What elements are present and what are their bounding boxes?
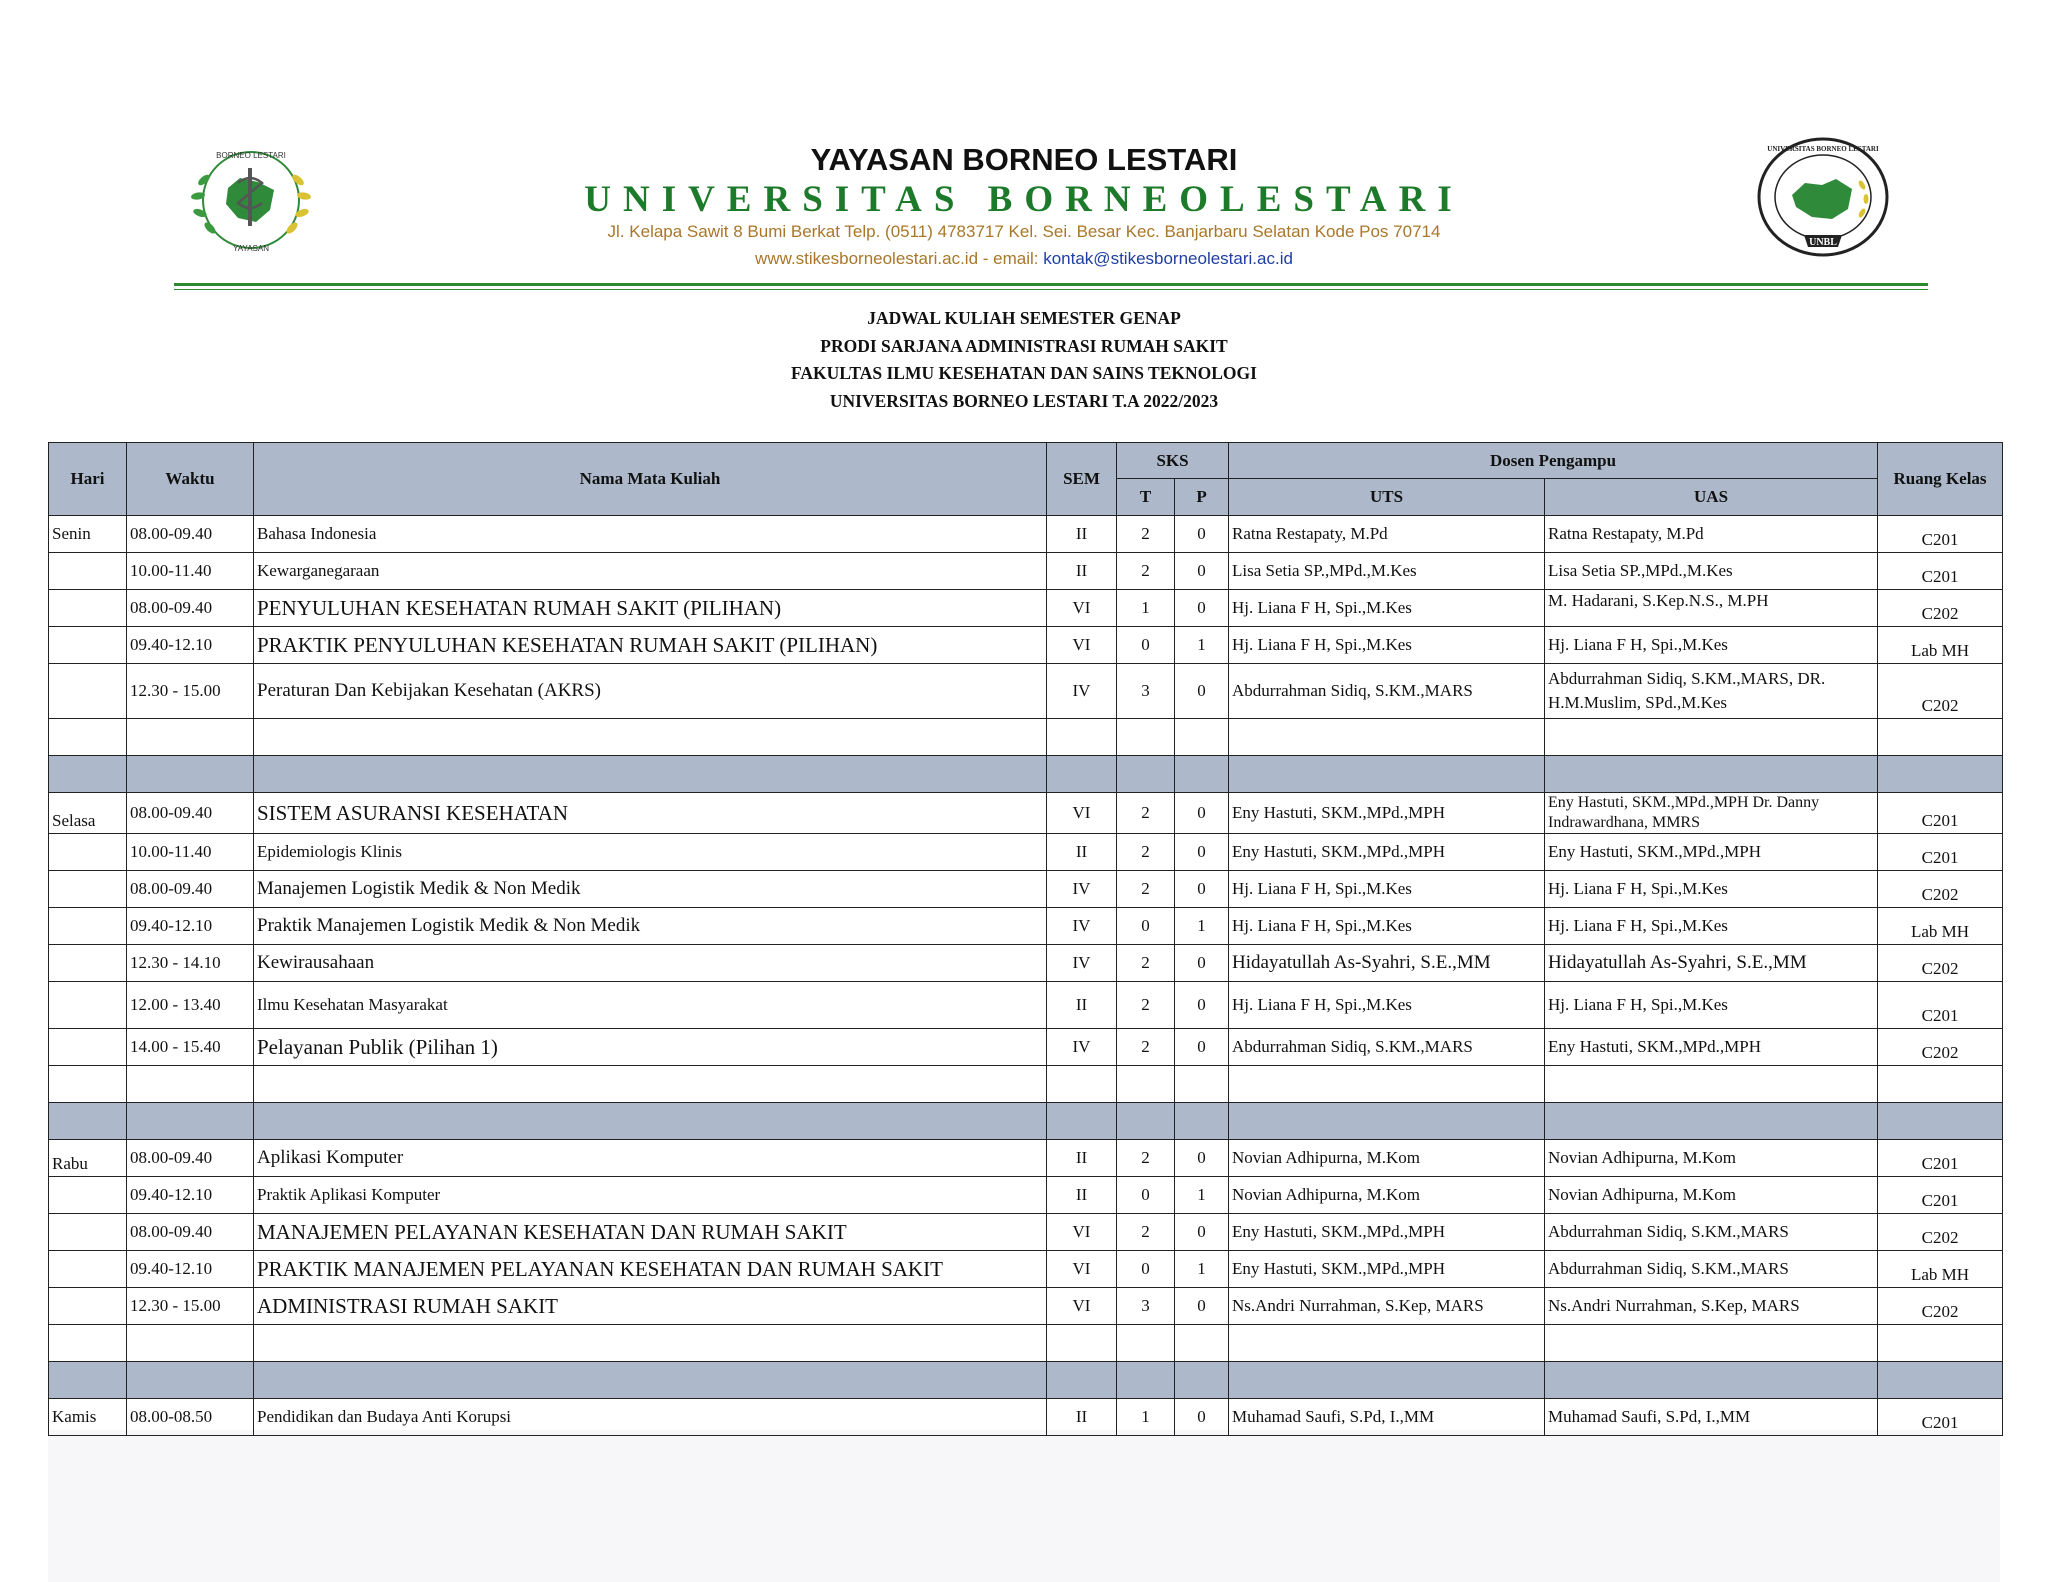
cell-hari: [49, 908, 127, 945]
cell-ruang: C202: [1878, 590, 2003, 627]
cell-t: 2: [1117, 553, 1175, 590]
title-line: PRODI SARJANA ADMINISTRASI RUMAH SAKIT: [820, 335, 1228, 356]
header-waktu: Waktu: [127, 443, 254, 516]
cell-sem: VI: [1047, 1251, 1117, 1288]
day-separator: [49, 1103, 2003, 1140]
cell-p: 1: [1175, 1251, 1229, 1288]
table-row-empty: [49, 1066, 2003, 1103]
cell-p: 0: [1175, 590, 1229, 627]
cell-sem: IV: [1047, 908, 1117, 945]
cell-hari: [49, 871, 127, 908]
cell-waktu: 12.30 - 15.00: [127, 1288, 254, 1325]
email-link[interactable]: kontak@stikesborneolestari.ac.id: [1043, 249, 1293, 268]
cell-ruang: C201: [1878, 1177, 2003, 1214]
table-row: [49, 1140, 2003, 1177]
cell-p: 1: [1175, 1177, 1229, 1214]
cell-t: 2: [1117, 1029, 1175, 1066]
header-hari: Hari: [49, 443, 127, 516]
cell-ruang: C201: [1878, 1399, 2003, 1436]
email-label: - email:: [978, 249, 1044, 268]
cell-t: 2: [1117, 871, 1175, 908]
cell-sem: IV: [1047, 871, 1117, 908]
cell-p: 0: [1175, 1399, 1229, 1436]
cell-ruang: C201: [1878, 553, 2003, 590]
cell-sem: II: [1047, 553, 1117, 590]
title-line: FAKULTAS ILMU KESEHATAN DAN SAINS TEKNOLOGI: [791, 363, 1257, 383]
cell-ruang: C202: [1878, 871, 2003, 908]
cell-uas: Ns.Andri Nurrahman, S.Kep, MARS: [1545, 1288, 1878, 1325]
cell-sem: VI: [1047, 1214, 1117, 1251]
unbl-logo: [1750, 135, 1896, 263]
cell-t: 2: [1117, 834, 1175, 871]
cell-p: 0: [1175, 1288, 1229, 1325]
cell-mata-kuliah: Pendidikan dan Budaya Anti Korupsi: [254, 1399, 1047, 1436]
cell-uts: Muhamad Saufi, S.Pd, I.,MM: [1229, 1399, 1545, 1436]
cell-mata-kuliah: PENYULUHAN KESEHATAN RUMAH SAKIT (PILIHAN): [254, 590, 1047, 627]
header-mata-kuliah: Nama Mata Kuliah: [254, 443, 1047, 516]
cell-mata-kuliah: Praktik Manajemen Logistik Medik & Non Medik: [254, 908, 1047, 945]
cell-ruang: C201: [1878, 516, 2003, 553]
cell-hari: [49, 627, 127, 664]
cell-p: 0: [1175, 553, 1229, 590]
table-row: [49, 834, 2003, 871]
table-row: [49, 590, 2003, 627]
cell-uts: Novian Adhipurna, M.Kom: [1229, 1177, 1545, 1214]
cell-t: 3: [1117, 664, 1175, 719]
table-row: [49, 1214, 2003, 1251]
cell-hari: Rabu: [49, 1140, 127, 1177]
cell-mata-kuliah: Praktik Aplikasi Komputer: [254, 1177, 1047, 1214]
cell-ruang: C201: [1878, 834, 2003, 871]
cell-mata-kuliah: Ilmu Kesehatan Masyarakat: [254, 982, 1047, 1029]
cell-uas: Eny Hastuti, SKM.,MPd.,MPH Dr. Danny Indrawardhana, MMRS: [1545, 793, 1878, 834]
table-row: [49, 945, 2003, 982]
cell-waktu: 12.30 - 15.00: [127, 664, 254, 719]
cell-mata-kuliah: ADMINISTRASI RUMAH SAKIT: [254, 1288, 1047, 1325]
table-row: [49, 553, 2003, 590]
cell-sem: VI: [1047, 590, 1117, 627]
address: Jl. Kelapa Sawit 8 Bumi Berkat Telp. (0511) 4783717 Kel. Sei. Besar Kec. Banjarbaru Selatan Kode Pos 70714: [607, 222, 1441, 241]
cell-waktu: 09.40-12.10: [127, 1177, 254, 1214]
cell-hari: [49, 1177, 127, 1214]
header-t: T: [1117, 479, 1175, 516]
cell-hari: [49, 1251, 127, 1288]
cell-waktu: 09.40-12.10: [127, 627, 254, 664]
cell-t: 2: [1117, 793, 1175, 834]
cell-waktu: 08.00-09.40: [127, 871, 254, 908]
cell-sem: II: [1047, 834, 1117, 871]
schedule-titles: [0, 305, 2048, 415]
table-row: [49, 627, 2003, 664]
cell-t: 2: [1117, 945, 1175, 982]
cell-uas: Eny Hastuti, SKM.,MPd.,MPH: [1545, 1029, 1878, 1066]
cell-hari: [49, 834, 127, 871]
cell-hari: Kamis: [49, 1399, 127, 1436]
table-row: [49, 664, 2003, 719]
cell-uas: Eny Hastuti, SKM.,MPd.,MPH: [1545, 834, 1878, 871]
cell-p: 0: [1175, 516, 1229, 553]
cell-sem: VI: [1047, 793, 1117, 834]
cell-ruang: C202: [1878, 1214, 2003, 1251]
logo-left-bottom-text: YAYASAN: [232, 244, 270, 253]
cell-uts: Hj. Liana F H, Spi.,M.Kes: [1229, 627, 1545, 664]
cell-uts: Ns.Andri Nurrahman, S.Kep, MARS: [1229, 1288, 1545, 1325]
header-ruang: Ruang Kelas: [1878, 443, 2003, 516]
cell-ruang: Lab MH: [1878, 627, 2003, 664]
cell-waktu: 08.00-09.40: [127, 1140, 254, 1177]
header-dosen: Dosen Pengampu: [1229, 443, 1878, 479]
cell-ruang: C202: [1878, 1029, 2003, 1066]
cell-uts: Hidayatullah As-Syahri, S.E.,MM: [1229, 945, 1545, 982]
table-row: [49, 1177, 2003, 1214]
cell-waktu: 08.00-08.50: [127, 1399, 254, 1436]
cell-waktu: 08.00-09.40: [127, 590, 254, 627]
cell-uas: Hj. Liana F H, Spi.,M.Kes: [1545, 982, 1878, 1029]
table-row: [49, 908, 2003, 945]
title-line: UNIVERSITAS BORNEO LESTARI T.A 2022/2023: [829, 390, 1219, 411]
page-bottom-shade: [48, 1430, 2000, 1582]
cell-waktu: 09.40-12.10: [127, 1251, 254, 1288]
header-p: P: [1175, 479, 1229, 516]
cell-uas: Abdurrahman Sidiq, S.KM.,MARS: [1545, 1251, 1878, 1288]
table-row-empty: [49, 719, 2003, 756]
cell-ruang: C201: [1878, 982, 2003, 1029]
cell-mata-kuliah: Peraturan Dan Kebijakan Kesehatan (AKRS): [254, 664, 1047, 719]
cell-mata-kuliah: Pelayanan Publik (Pilihan 1): [254, 1029, 1047, 1066]
cell-hari: Senin: [49, 516, 127, 553]
cell-waktu: 12.30 - 14.10: [127, 945, 254, 982]
day-separator: [49, 1362, 2003, 1399]
cell-uas: Hj. Liana F H, Spi.,M.Kes: [1545, 908, 1878, 945]
cell-waktu: 10.00-11.40: [127, 553, 254, 590]
cell-p: 0: [1175, 945, 1229, 982]
cell-sem: IV: [1047, 664, 1117, 719]
cell-uas: Hj. Liana F H, Spi.,M.Kes: [1545, 627, 1878, 664]
cell-sem: IV: [1047, 1029, 1117, 1066]
logo-left-top-text: BORNEO LESTARI: [216, 151, 286, 160]
cell-t: 0: [1117, 627, 1175, 664]
cell-p: 0: [1175, 664, 1229, 719]
cell-ruang: C201: [1878, 793, 2003, 834]
cell-t: 2: [1117, 982, 1175, 1029]
header-rule: [174, 283, 1928, 286]
header-sem: SEM: [1047, 443, 1117, 516]
cell-hari: [49, 945, 127, 982]
cell-hari: Selasa: [49, 793, 127, 834]
cell-uts: Lisa Setia SP.,MPd.,M.Kes: [1229, 553, 1545, 590]
cell-uts: Abdurrahman Sidiq, S.KM.,MARS: [1229, 1029, 1545, 1066]
cell-mata-kuliah: Bahasa Indonesia: [254, 516, 1047, 553]
cell-uas: M. Hadarani, S.Kep.N.S., M.PH: [1545, 590, 1878, 627]
letterhead: [0, 0, 2048, 300]
cell-sem: VI: [1047, 627, 1117, 664]
cell-t: 2: [1117, 1214, 1175, 1251]
cell-uas: Muhamad Saufi, S.Pd, I.,MM: [1545, 1399, 1878, 1436]
cell-p: 0: [1175, 1029, 1229, 1066]
cell-waktu: 08.00-09.40: [127, 516, 254, 553]
cell-uas: Lisa Setia SP.,MPd.,M.Kes: [1545, 553, 1878, 590]
cell-mata-kuliah: Kewirausahaan: [254, 945, 1047, 982]
cell-hari: [49, 553, 127, 590]
cell-t: 1: [1117, 1399, 1175, 1436]
website-link[interactable]: www.stikesborneolestari.ac.id: [755, 249, 979, 268]
cell-waktu: 10.00-11.40: [127, 834, 254, 871]
cell-t: 0: [1117, 1251, 1175, 1288]
cell-ruang: C201: [1878, 1140, 2003, 1177]
table-row: [49, 1029, 2003, 1066]
cell-hari: [49, 982, 127, 1029]
cell-mata-kuliah: MANAJEMEN PELAYANAN KESEHATAN DAN RUMAH SAKIT: [254, 1214, 1047, 1251]
header-sks: SKS: [1117, 443, 1229, 479]
cell-sem: IV: [1047, 945, 1117, 982]
cell-uts: Novian Adhipurna, M.Kom: [1229, 1140, 1545, 1177]
cell-uts: Hj. Liana F H, Spi.,M.Kes: [1229, 871, 1545, 908]
table-row: [49, 516, 2003, 553]
header-uas: UAS: [1545, 479, 1878, 516]
title-line: JADWAL KULIAH SEMESTER GENAP: [867, 308, 1181, 328]
cell-uas: Novian Adhipurna, M.Kom: [1545, 1177, 1878, 1214]
table-row: [49, 1288, 2003, 1325]
cell-uas: Ratna Restapaty, M.Pd: [1545, 516, 1878, 553]
cell-uas: Abdurrahman Sidiq, S.KM.,MARS: [1545, 1214, 1878, 1251]
cell-uas: Novian Adhipurna, M.Kom: [1545, 1140, 1878, 1177]
cell-ruang: C202: [1878, 1288, 2003, 1325]
cell-p: 0: [1175, 871, 1229, 908]
cell-waktu: 09.40-12.10: [127, 908, 254, 945]
cell-sem: II: [1047, 1399, 1117, 1436]
table-row-empty: [49, 1325, 2003, 1362]
cell-mata-kuliah: Kewarganegaraan: [254, 553, 1047, 590]
cell-uts: Hj. Liana F H, Spi.,M.Kes: [1229, 982, 1545, 1029]
logo-right-top-text: UNIVERSITAS BORNEO LESTARI: [1767, 145, 1879, 153]
cell-ruang: C202: [1878, 945, 2003, 982]
day-separator: [49, 756, 2003, 793]
cell-mata-kuliah: Epidemiologis Klinis: [254, 834, 1047, 871]
table-row: [49, 1399, 2003, 1436]
cell-uas: Hidayatullah As-Syahri, S.E.,MM: [1545, 945, 1878, 982]
cell-ruang: Lab MH: [1878, 1251, 2003, 1288]
cell-waktu: 12.00 - 13.40: [127, 982, 254, 1029]
cell-p: 0: [1175, 793, 1229, 834]
cell-t: 0: [1117, 1177, 1175, 1214]
cell-waktu: 14.00 - 15.40: [127, 1029, 254, 1066]
header-rule-thin: [174, 289, 1928, 290]
cell-mata-kuliah: PRAKTIK PENYULUHAN KESEHATAN RUMAH SAKIT (PILIHAN): [254, 627, 1047, 664]
header-uts: UTS: [1229, 479, 1545, 516]
table-row: [49, 871, 2003, 908]
cell-mata-kuliah: SISTEM ASURANSI KESEHATAN: [254, 793, 1047, 834]
table-row: [49, 793, 2003, 834]
university-name: UNIVERSITAS BORNEOLESTARI: [584, 179, 1464, 220]
cell-ruang: C202: [1878, 664, 2003, 719]
cell-uas: Abdurrahman Sidiq, S.KM.,MARS, DR. H.M.Muslim, SPd.,M.Kes: [1545, 664, 1878, 719]
table-row: [49, 982, 2003, 1029]
cell-uas: Hj. Liana F H, Spi.,M.Kes: [1545, 871, 1878, 908]
cell-waktu: 08.00-09.40: [127, 1214, 254, 1251]
schedule-table: [48, 442, 2003, 1436]
cell-hari: [49, 664, 127, 719]
cell-uts: Ratna Restapaty, M.Pd: [1229, 516, 1545, 553]
cell-mata-kuliah: Aplikasi Komputer: [254, 1140, 1047, 1177]
cell-uts: Abdurrahman Sidiq, S.KM.,MARS: [1229, 664, 1545, 719]
cell-hari: [49, 590, 127, 627]
cell-uts: Eny Hastuti, SKM.,MPd.,MPH: [1229, 1251, 1545, 1288]
cell-uts: Hj. Liana F H, Spi.,M.Kes: [1229, 908, 1545, 945]
cell-sem: II: [1047, 516, 1117, 553]
cell-uts: Eny Hastuti, SKM.,MPd.,MPH: [1229, 834, 1545, 871]
cell-ruang: Lab MH: [1878, 908, 2003, 945]
cell-p: 0: [1175, 982, 1229, 1029]
cell-t: 3: [1117, 1288, 1175, 1325]
cell-p: 0: [1175, 1214, 1229, 1251]
contact-line: [0, 249, 2048, 269]
cell-t: 2: [1117, 1140, 1175, 1177]
cell-mata-kuliah: Manajemen Logistik Medik & Non Medik: [254, 871, 1047, 908]
cell-waktu: 08.00-09.40: [127, 793, 254, 834]
logo-right-bottom-text: UNBL: [1809, 237, 1837, 248]
cell-uts: Eny Hastuti, SKM.,MPd.,MPH: [1229, 1214, 1545, 1251]
cell-sem: II: [1047, 1140, 1117, 1177]
cell-sem: II: [1047, 982, 1117, 1029]
cell-p: 0: [1175, 1140, 1229, 1177]
cell-uts: Eny Hastuti, SKM.,MPd.,MPH: [1229, 793, 1545, 834]
cell-t: 0: [1117, 908, 1175, 945]
cell-p: 1: [1175, 627, 1229, 664]
cell-t: 2: [1117, 516, 1175, 553]
org-name: YAYASAN BORNEO LESTARI: [810, 142, 1238, 177]
cell-hari: [49, 1288, 127, 1325]
cell-uts: Hj. Liana F H, Spi.,M.Kes: [1229, 590, 1545, 627]
cell-mata-kuliah: PRAKTIK MANAJEMEN PELAYANAN KESEHATAN DAN RUMAH SAKIT: [254, 1251, 1047, 1288]
cell-hari: [49, 1029, 127, 1066]
cell-sem: II: [1047, 1177, 1117, 1214]
cell-p: 0: [1175, 834, 1229, 871]
cell-hari: [49, 1214, 127, 1251]
table-row: [49, 1251, 2003, 1288]
cell-sem: VI: [1047, 1288, 1117, 1325]
cell-p: 1: [1175, 908, 1229, 945]
cell-t: 1: [1117, 590, 1175, 627]
